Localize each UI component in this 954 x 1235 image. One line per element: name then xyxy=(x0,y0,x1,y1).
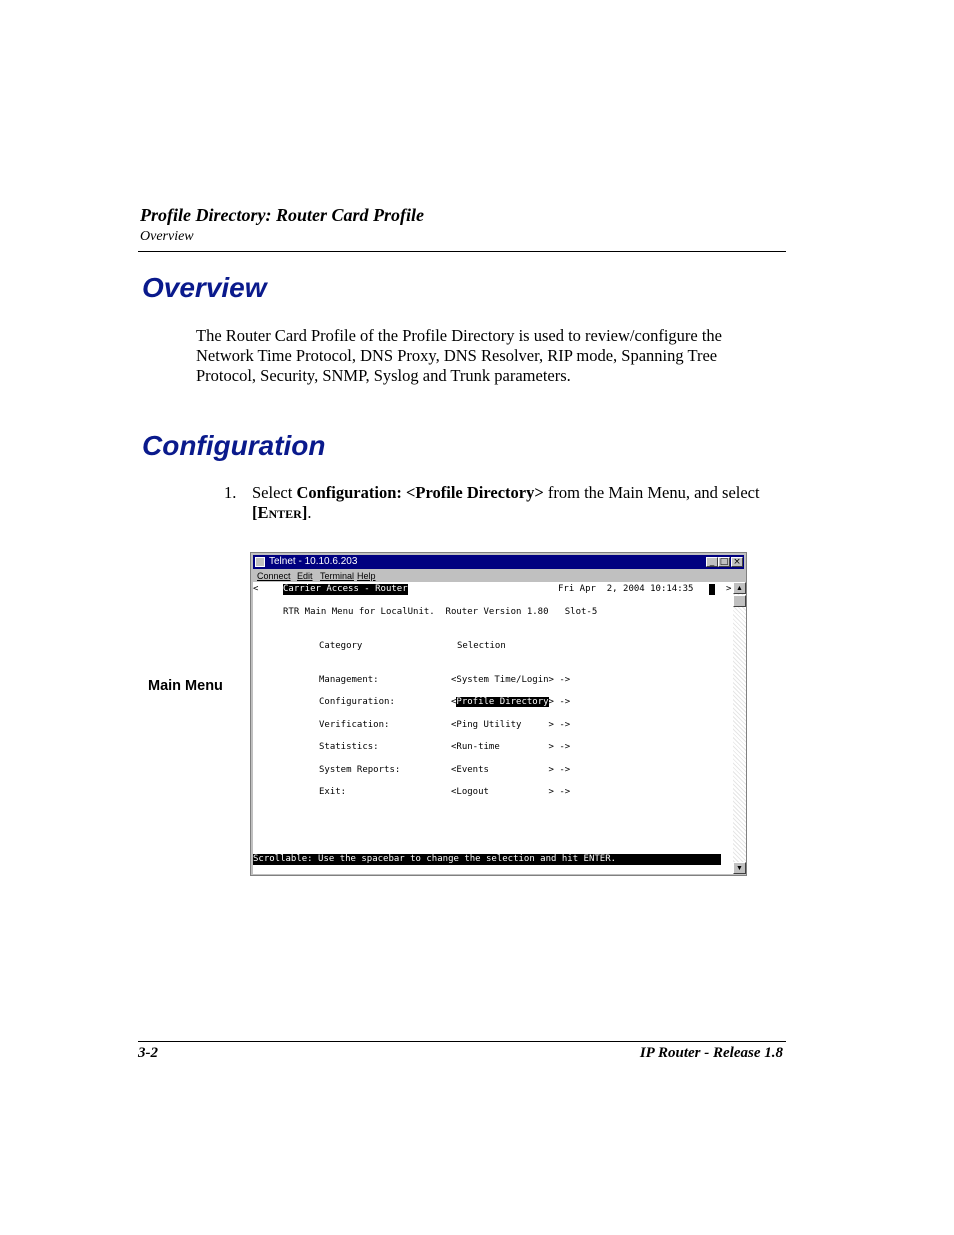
running-header-title: Profile Directory: Router Card Profile xyxy=(140,205,424,225)
title-bar[interactable] xyxy=(253,555,744,569)
scroll-up-arrow-icon[interactable]: ▲ xyxy=(733,582,746,594)
running-header-subtitle: Overview xyxy=(140,229,194,244)
status-bar: Scrollable: Use the spacebar to change the selection and hit ENTER. xyxy=(253,854,721,865)
row-verification-selection[interactable]: <Ping Utility > -> xyxy=(451,720,571,730)
header-rule xyxy=(138,251,786,252)
step-pre: Select xyxy=(252,483,297,502)
right-arrow: > xyxy=(726,584,732,594)
row-management-selection[interactable]: <System Time/Login> -> xyxy=(451,675,571,685)
col-category: Category xyxy=(319,641,363,651)
scroll-thumb[interactable] xyxy=(733,595,746,607)
minimize-button[interactable]: _ xyxy=(706,557,718,567)
row-statistics-selection[interactable]: <Run-time > -> xyxy=(451,742,571,752)
row-statistics-label: Statistics: xyxy=(319,742,379,752)
step-post: from the Main Menu, and select xyxy=(543,483,760,502)
row-system-reports-selection[interactable]: <Events > -> xyxy=(451,765,571,775)
menu-terminal[interactable]: Terminal xyxy=(320,571,355,581)
banner: Carrier Access - Router xyxy=(283,584,408,594)
menu-help[interactable]: Help xyxy=(357,571,376,581)
maximize-button[interactable]: □ xyxy=(719,557,729,567)
row-system-reports-label: System Reports: xyxy=(319,765,401,775)
step-key: [Enter] xyxy=(252,503,308,522)
row-exit-selection[interactable]: <Logout > -> xyxy=(451,787,571,797)
telnet-app-icon xyxy=(255,557,265,567)
step-text xyxy=(252,483,792,523)
step-bold: Configuration: <Profile Directory> xyxy=(296,483,544,502)
step-number: 1. xyxy=(224,483,237,502)
row-management-label: Management: xyxy=(319,675,379,685)
left-arrow: < xyxy=(253,584,259,594)
close-button[interactable]: × xyxy=(731,557,743,567)
document-title: IP Router - Release 1.8 xyxy=(639,1045,783,1061)
row-configuration-label: Configuration: xyxy=(319,697,395,707)
row-configuration-selection[interactable]: <Profile Directory> -> xyxy=(451,697,571,707)
vertical-scrollbar[interactable] xyxy=(733,582,746,874)
window-title: Telnet - 10.10.6.203 xyxy=(269,556,358,567)
menu-bar xyxy=(253,570,744,582)
step-end: . xyxy=(307,503,312,522)
cursor-block xyxy=(709,584,715,595)
col-selection: Selection xyxy=(457,641,506,651)
figure-label: Main Menu xyxy=(148,678,223,694)
menu-connect[interactable]: Connect xyxy=(257,571,291,581)
row-exit-label: Exit: xyxy=(319,787,347,797)
terminal-screen[interactable] xyxy=(253,582,733,874)
overview-paragraph: The Router Card Profile of the Profile Directory is used to review/configure the Network Time Protocol, DNS Proxy, DNS Resolver, RIP mode, Spanning Tree Protocol, Security, SNMP, Syslog and Trunk parameters. xyxy=(196,326,723,385)
menu-edit[interactable]: Edit xyxy=(297,571,313,581)
menu-title: RTR Main Menu for LocalUnit. Router Version 1.80 Slot-5 xyxy=(283,607,598,617)
telnet-window xyxy=(250,552,747,876)
footer-rule xyxy=(138,1041,786,1042)
row-verification-label: Verification: xyxy=(319,720,390,730)
page-number: 3-2 xyxy=(138,1045,158,1061)
configuration-heading: Configuration xyxy=(142,430,326,461)
datetime: Fri Apr 2, 2004 10:14:35 xyxy=(558,584,694,594)
overview-heading: Overview xyxy=(142,272,267,303)
scroll-down-arrow-icon[interactable]: ▼ xyxy=(733,862,746,874)
